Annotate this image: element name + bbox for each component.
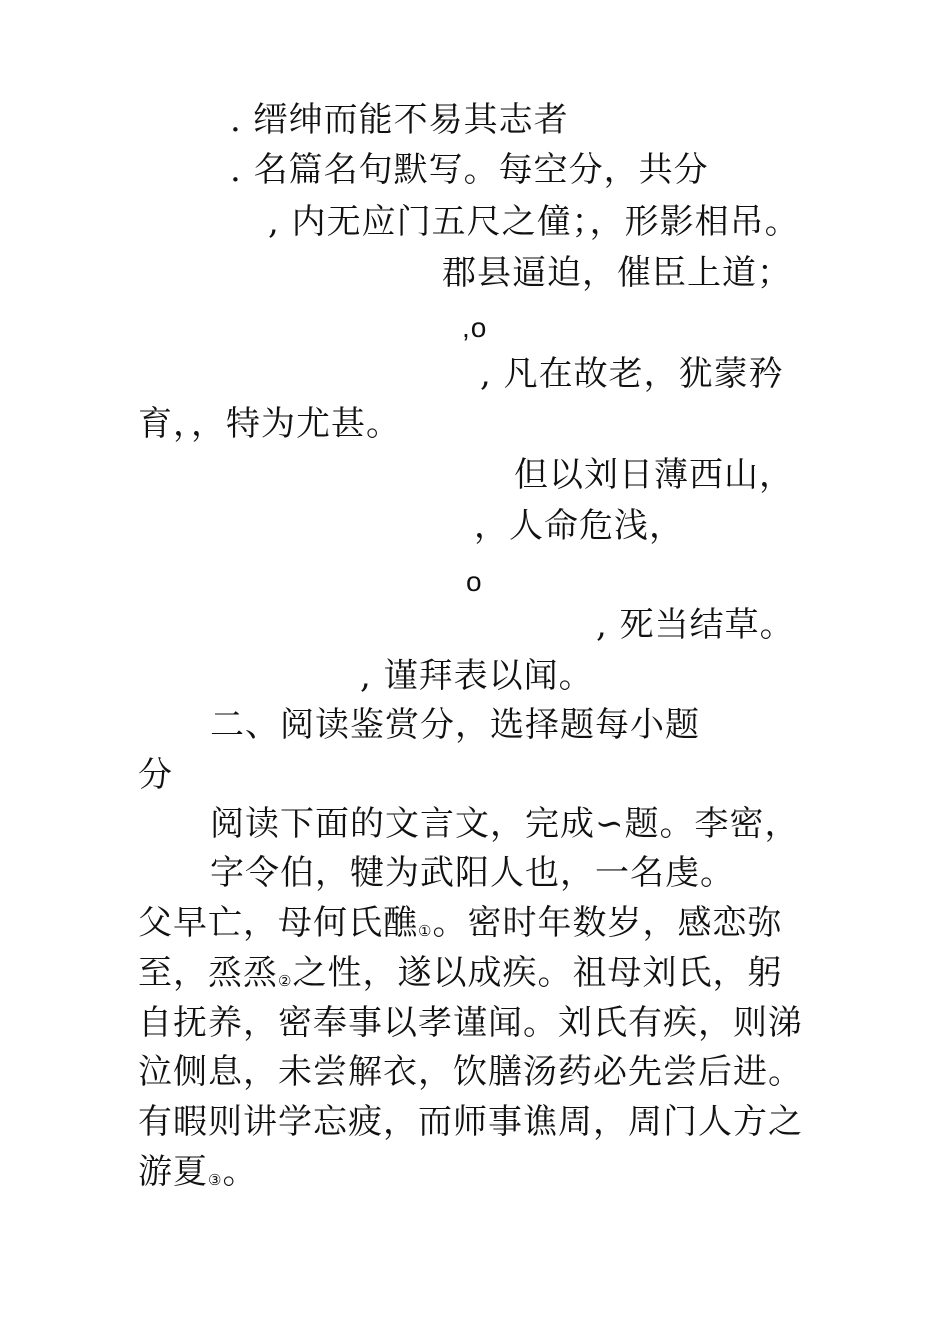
text-line-15: 阅读下面的文言文，完成∽题。李密， — [210, 804, 800, 844]
text-line-22: 游夏③。 — [138, 1152, 258, 1192]
text-line-5: ,o — [462, 312, 488, 343]
text-line-14: 分 — [138, 755, 173, 795]
text-line-16: 字令伯，犍为武阳人也，一名虔。 — [210, 853, 735, 893]
text-line-4: 郡县逼迫，催臣上道； — [442, 253, 792, 293]
text-line-19: 自抚养，密奉事以孝谨闻。刘氏有疾，则涕 — [138, 1003, 803, 1043]
footnote-marker-1: ① — [418, 922, 433, 940]
text-line-12: , 谨拜表以闻。 — [360, 656, 594, 696]
text-line-18: 至，烝烝②之性，遂以成疾。祖母刘氏，躬 — [138, 953, 783, 993]
text-line-9: ，人命危浅， — [474, 506, 684, 546]
footnote-marker-3: ③ — [208, 1171, 223, 1189]
text-line-17: 父早亡，母何氏醮①。密时年数岁，感恋弥 — [138, 903, 783, 943]
text-line-11: , 死当结草。 — [596, 605, 795, 645]
footnote-marker-2: ② — [278, 972, 293, 990]
text-line-2: . 名篇名句默写。每空分，共分 — [230, 150, 709, 190]
text-line-6: , 凡在故老，犹蒙矜 — [480, 354, 784, 394]
text-line-21: 有暇则讲学忘疲，而师事谯周，周门人方之 — [138, 1102, 803, 1142]
text-line-1: . 缙绅而能不易其志者 — [230, 100, 569, 140]
text-line-20: 泣侧息，未尝解衣，饮膳汤药必先尝后进。 — [138, 1052, 803, 1092]
text-line-10: o — [466, 566, 483, 597]
text-line-8: 但以刘日薄西山， — [514, 455, 794, 495]
text-line-3: , 内无应门五尺之僮；，形影相吊。 — [268, 202, 800, 242]
text-line-7: 育，，特为尤甚。 — [138, 404, 401, 444]
section-heading: 二、阅读鉴赏分，选择题每小题 — [210, 705, 700, 745]
